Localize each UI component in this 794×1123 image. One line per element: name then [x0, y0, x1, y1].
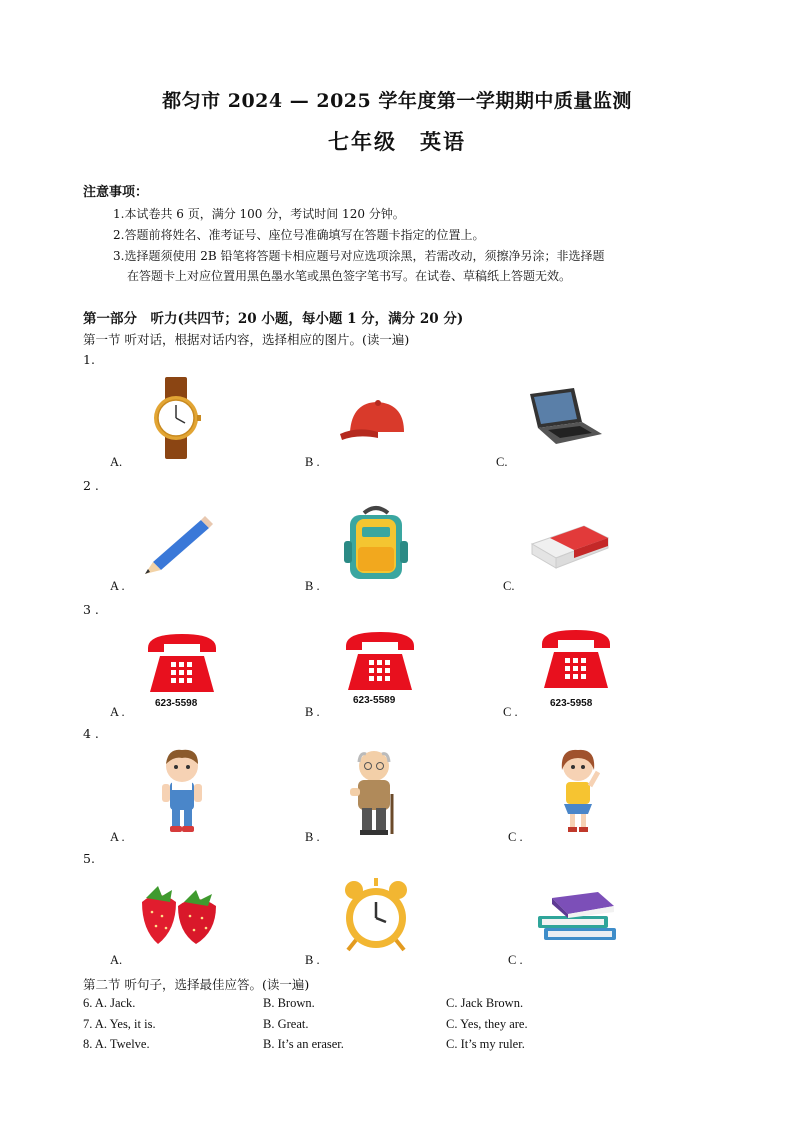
- strawberry-icon: [136, 882, 222, 946]
- note-item: 3.选择题须使用 2B 铅笔将答题卡相应题号对应选项涂黑，若需改动，须擦净另涂；非选择题: [113, 249, 605, 263]
- books-icon: [538, 892, 620, 944]
- backpack-icon: [344, 505, 408, 581]
- option-label: B .: [305, 953, 320, 967]
- option-label: B .: [305, 455, 320, 469]
- telephone-icon: [538, 626, 614, 690]
- answer-option: B. Great.: [263, 1017, 309, 1031]
- cap-icon: [338, 398, 408, 442]
- phone-number: 623-5589: [353, 695, 396, 706]
- answer-option: 6. A. Jack.: [83, 996, 136, 1010]
- note-item: 2.答题前将姓名、准考证号、座位号准确填写在答题卡指定的位置上。: [113, 228, 485, 242]
- exam-subtitle: 七年级 英语: [328, 129, 466, 154]
- option-label: B .: [305, 705, 320, 719]
- option-label: B .: [305, 579, 320, 593]
- option-label: A .: [110, 579, 125, 593]
- boy-icon: [158, 748, 206, 834]
- exam-title: 都匀市 2024 — 2025 学年度第一学期期中质量监测: [162, 90, 632, 112]
- option-label: A .: [110, 705, 125, 719]
- answer-option: B. Brown.: [263, 996, 315, 1010]
- option-label: C .: [508, 953, 523, 967]
- question-number: 3 .: [83, 602, 99, 617]
- note-item: 1.本试卷共 6 页，满分 100 分，考试时间 120 分钟。: [113, 207, 405, 221]
- option-label: C .: [503, 705, 518, 719]
- pencil-icon: [143, 514, 213, 576]
- girl-icon: [556, 748, 600, 834]
- part1-title: 第一部分 听力(共四节；20 小题，每小题 1 分，满分 20 分): [83, 311, 464, 327]
- option-label: C .: [508, 830, 523, 844]
- answer-option: C. Jack Brown.: [446, 996, 524, 1010]
- section1-instruction: 第一节 听对话，根据对话内容，选择相应的图片。(读一遍): [83, 332, 410, 347]
- answer-option: 7. A. Yes, it is.: [83, 1017, 156, 1031]
- option-label: C.: [503, 579, 515, 593]
- question-number: 1.: [83, 352, 95, 367]
- answer-option: C. It’s my ruler.: [446, 1037, 525, 1051]
- laptop-icon: [526, 388, 604, 446]
- alarm-clock-icon: [340, 878, 412, 952]
- phone-number: 623-5598: [155, 698, 198, 709]
- grandpa-icon: [346, 748, 402, 838]
- answer-option: C. Yes, they are.: [446, 1017, 528, 1031]
- option-label: A .: [110, 830, 125, 844]
- option-label: C.: [496, 455, 508, 469]
- eraser-icon: [528, 516, 610, 570]
- answer-option: B. It’s an eraser.: [263, 1037, 344, 1051]
- question-number: 5.: [83, 851, 95, 866]
- section2-instruction: 第二节 听句子，选择最佳应答。(读一遍): [83, 977, 310, 992]
- option-label: B .: [305, 830, 320, 844]
- phone-number: 623-5958: [550, 698, 593, 709]
- question-number: 4 .: [83, 726, 99, 741]
- option-label: A.: [110, 953, 123, 967]
- option-label: A.: [110, 455, 123, 469]
- answer-option: 8. A. Twelve.: [83, 1037, 150, 1051]
- telephone-icon: [144, 630, 220, 694]
- notes-heading: 注意事项：: [83, 185, 149, 200]
- question-number: 2 .: [83, 478, 99, 493]
- telephone-icon: [342, 628, 418, 692]
- watch-icon: [150, 377, 202, 459]
- note-item: 在答题卡上对应位置用黑色墨水笔或黑色签字笔书写。在试卷、草稿纸上答题无效。: [127, 269, 572, 283]
